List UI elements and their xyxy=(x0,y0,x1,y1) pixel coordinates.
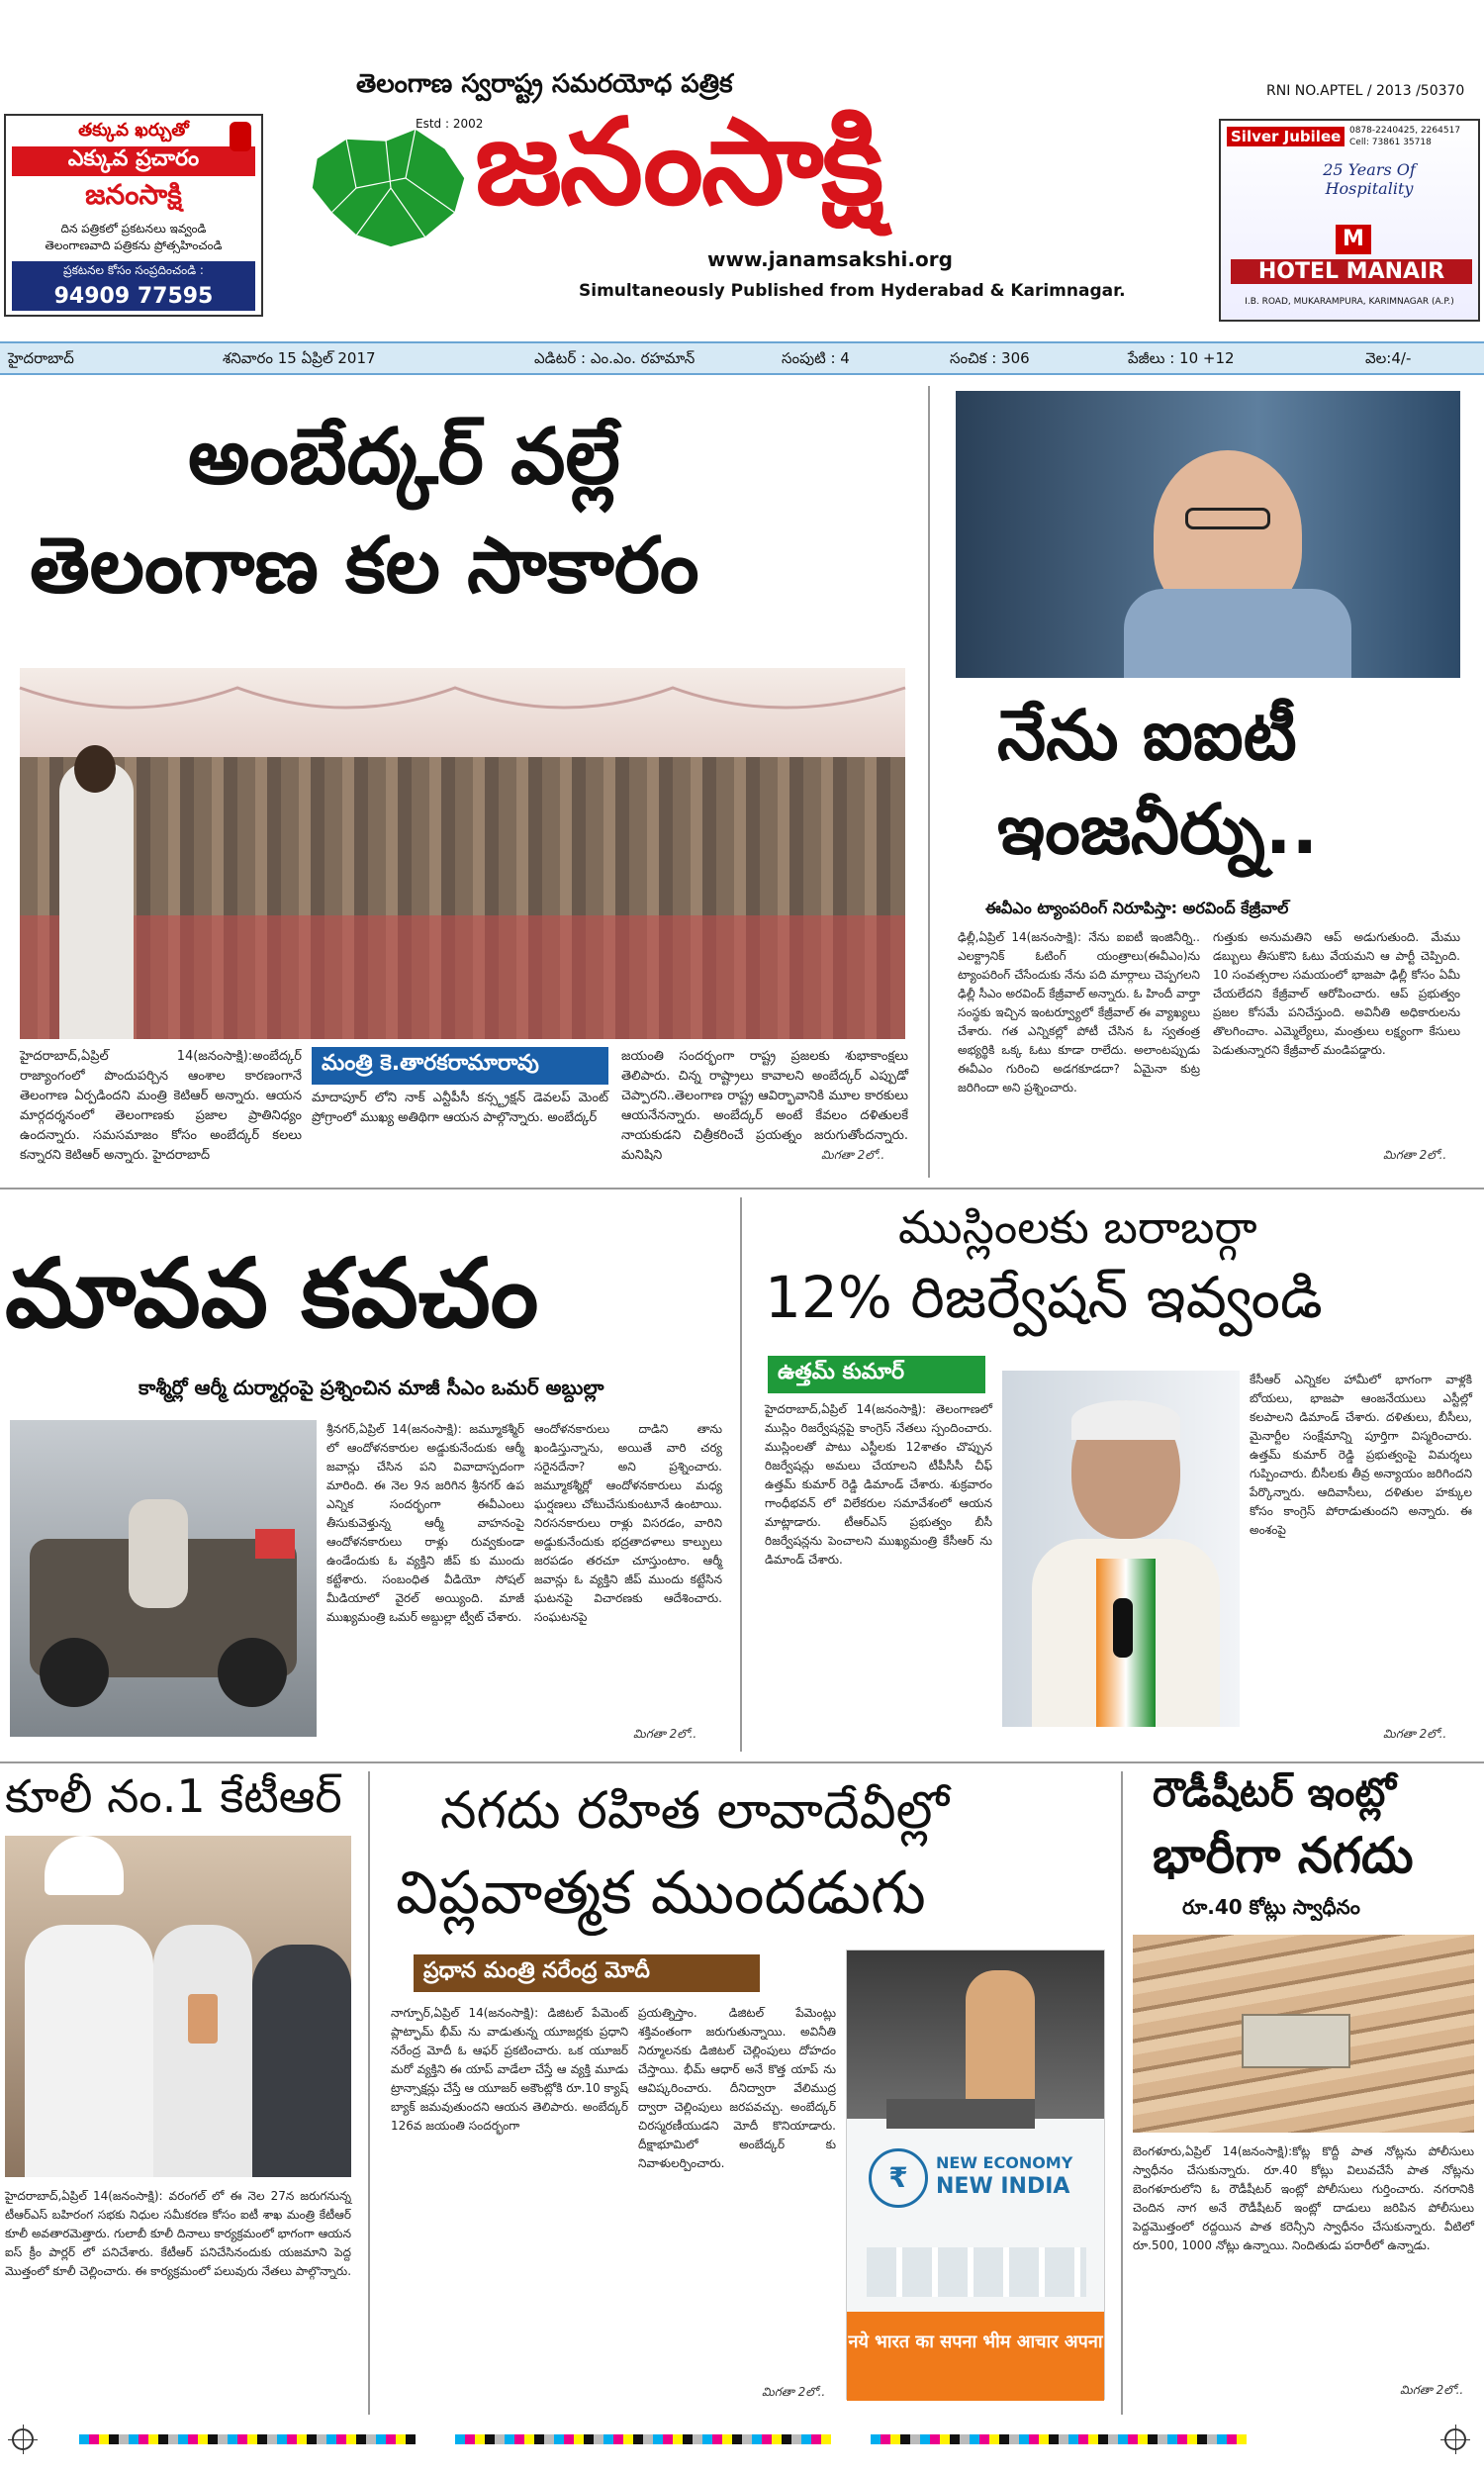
hotel-logo-icon: M xyxy=(1336,225,1371,254)
story-human-shield[interactable] xyxy=(0,1197,732,1752)
masthead-website[interactable]: www.janamsakshi.org xyxy=(707,247,953,271)
story4-headline-line2: 12% రిజర్వేషన్ ఇవ్వండి xyxy=(765,1264,1323,1331)
info-price: వెల:4/- xyxy=(1365,349,1412,367)
info-issue: సంచిక : 306 xyxy=(950,349,1030,367)
story2-headline-line1: నేను ఐఐటీ xyxy=(997,695,1297,776)
story6-col1: నాగ్పూర్,ఏప్రిల్ 14(జనంసాక్షి): డిజిటల్ పేమెంట్ ప్లాట్ఫామ్ భీమ్ ను వాడుతున్న యూజర్లకు ప్రధాని నరేంద్ర మోదీ ఓ ఆఫర్ ప్రకటించారు. ఒక యూజర్ మరో వ్యక్తిని ఈ యాప్ వాడేలా చేస్తే ఆ వ్యక్తి మూడు ట్రాన్సాక్షన్లు చేస్తే ఆ యూజర్ అకౌంట్లోకి రూ.10 క్యాష్ బ్యాక్ జమవుతుందని ఆయన తెలిపారు. అంబేద్కర్ 126వ జయంతి సందర్భంగా xyxy=(391,2006,628,2133)
right-ad-address: I.B. ROAD, MUKARAMPURA, KARIMNAGAR (A.P.) xyxy=(1245,297,1454,307)
story3-headline: మావవ కవచం xyxy=(5,1238,539,1349)
story1-headline-line1: అంబేద్కర్ వల్లే xyxy=(188,413,620,502)
left-ad-desc1: దిన పత్రికలో ప్రకటనలు ఇవ్వండి xyxy=(60,222,207,236)
info-pages: పేజీలు : 10 +12 xyxy=(1128,349,1235,367)
story6-col2: ప్రయత్నిస్తాం. డిజిటల్ పేమెంట్లు శక్తివంతంగా జరుగుతున్నాయి. అవినీతి నిర్మూలనకు డిజిటల్ చెల్లింపులు దోహదం చేస్తాయి. భీమ్ ఆధార్ అనే కొత్త యాప్ ను ఆవిష్కరించారు. దీనిద్వారా వేలిముద్ర ద్వారా చెల్లింపులు జరపవచ్చు. అంబేద్కర్ చిరస్మరణీయుడని మోదీ కొనియాడారు. దీక్షాభూమిలో అంబేద్కర్ కు నివాళులర్పించారు. xyxy=(638,2006,836,2170)
info-editor: ఎడిటర్ : ఎం.ఎం. రహమాన్ xyxy=(534,349,696,367)
story1-col3: జయంతి సందర్భంగా రాష్ట్ర ప్రజలకు శుభాకాంక్షలు తెలిపారు. చిన్న రాష్ట్రాలు కావాలని అంబేద్కర్ ఎప్పుడో చెప్పారని..తెలంగాణ రాష్ట్ర ఆవిర్భావానికి మూల కారకులు ఆయనేనన్నారు. అంబేద్కర్ అంటే కేవలం దళితులకే నాయకుడని చిత్రీకరించే ప్రయత్నం జరుగుతోందన్నారు. మనిషిని xyxy=(621,1049,908,1163)
left-ad-line1: తక్కువ ఖర్చుతో xyxy=(78,120,189,141)
telangana-map-icon xyxy=(297,119,475,257)
story1-continued[interactable]: మిగతా 2లో.. xyxy=(821,1148,885,1162)
story2-col1: ఢిల్లీ,ఏప్రిల్ 14(జనంసాక్షి): నేను ఐఐటీ ఇంజినీర్ని.. ఎలక్ట్రానిక్ ఓటింగ్ యంత్రాలు(ఈవీఎం)ను ట్యాంపరింగ్ చేసేందుకు నేను పది మార్గాలు చెప్పగలని ఢిల్లీ సీఎం అరవింద్ కేజ్రీవాల్ అన్నారు. ఓ హిందీ వార్తా సంస్థకు ఇచ్చిన ఇంటర్వ్యూలో కేజ్రీవాల్ ఈ వ్యాఖ్యలు చేశారు. గత ఎన్నికల్లో పోటీ చేసిన ఓ స్వతంత్ర అభ్యర్థికి ఒక్క ఓటు కూడా రాలేదు. అలాంటప్పుడు ఈవీఎం గురించి అడగకూడదా? ఏమైనా కుట్ర జరిగిందా అని ప్రశ్నించారు. xyxy=(958,930,1200,1094)
story6-banner-line1: NEW ECONOMY xyxy=(936,2153,1073,2172)
right-ad[interactable] xyxy=(1219,119,1480,322)
info-bar xyxy=(0,341,1484,375)
story6-photo xyxy=(846,1950,1105,2400)
story5-headline: కూలీ నం.1 కేటీఆర్ xyxy=(5,1769,342,1823)
story4-photo xyxy=(1002,1371,1240,1727)
right-ad-phones: 0878-2240425, 2264517 Cell: 73861 35718 xyxy=(1349,126,1461,147)
masthead-published: Simultaneously Published from Hyderabad & Karimnagar. xyxy=(579,281,1126,301)
story6-banner-line2: NEW INDIA xyxy=(936,2174,1070,2199)
masthead-tagline: తెలంగాణ స్వరాష్ట్ర సమరయోధ పత్రిక xyxy=(356,69,733,99)
right-ad-hotel: HOTEL MANAIR xyxy=(1231,259,1472,284)
story6-continued[interactable]: మిగతా 2లో.. xyxy=(762,2385,826,2399)
story6-headline-line1: నగదు రహిత లావాదేవీల్లో xyxy=(440,1781,950,1841)
story5-col1: హైదరాబాద్,ఏప్రిల్ 14(జనంసాక్షి): వరంగల్ లో ఈ నెల 27న జరుగనున్న టీఆర్ఎస్ బహిరంగ సభకు నిధుల సమీకరణ కోసం ఐటీ శాఖ మంత్రి కేటీఆర్ కూలీ అవతారమెత్తారు. గులాబీ కూలీ దినాలు కార్యక్రమంలో భాగంగా ఆయన ఐస్ క్రీం పార్లర్ లో పనిచేశారు. కేటీఆర్ పనిచేసినందుకు యజమాని పెద్ద మొత్తంలో కూలీ చెల్లించారు. ఈ కార్యక్రమంలో పలువురు నేతలు పాల్గొన్నారు. xyxy=(5,2189,352,2278)
story7-col1: బెంగళూరు,ఏప్రిల్ 14(జనంసాక్షి):కోట్ల కొద్దీ పాత నోట్లను పోలీసులు స్వాధీనం చేసుకున్నారు. రూ.40 కోట్లు విలువచేసే పాత నోట్లను బెంగళూరులోని ఓ రౌడీషీటర్ ఇంట్లో పోలీసులు గుర్తించారు. నగరానికి చెందిన నాగ అనే రౌడీషీటర్ ఇంట్లో దాడులు జరిపిన పోలీసులు పెద్దమొత్తంలో రద్దయిన పాత కరెన్సీని స్వాధీనం చేసుకున్నారు. వీటిలో రూ.500, 1000 నోట్లు ఉన్నాయి. నిందితుడు పరారీలో ఉన్నాడు. xyxy=(1133,2144,1474,2252)
registration-mark-icon xyxy=(1444,2428,1466,2450)
registration-mark-icon xyxy=(12,2428,34,2450)
story3-continued[interactable]: మిగతా 2లో.. xyxy=(633,1727,697,1741)
story2-col2: గుత్తుకు అనుమతిని ఆప్ అడుగుతుంది. మేము డబ్బులు తీసుకొని ఓటు వేయమని ఆ పార్టీ చెప్పింది. 10 సంవత్సరాల సమయంలో భాజపా ఢిల్లీ కోసం ఏమీ చేయలేదని కేజ్రీవాల్ ఆరోపించారు. ఆప్ ప్రభుత్వం ప్రజల కోసమే పనిచేస్తుంది. అవినీతి అధికారులను తొలగించాం. ఎమ్మెల్యేలు, మంత్రులు లక్ష్యంగా కేసులు పెడుతున్నారని కేజ్రీవాల్ మండిపడ్డారు. xyxy=(1213,930,1460,1057)
right-ad-years: 25 Years Of Hospitality xyxy=(1323,160,1416,198)
story-kejriwal[interactable] xyxy=(938,386,1480,1178)
story1-col1: హైదరాబాద్,ఏప్రిల్ 14(జనంసాక్షి):అంబేద్కర్ రాజ్యాంగంలో పొందుపర్చిన ఆంశాల కారణంగానే తెలంగాణ ఏర్పడిందని మంత్రి కెటిఆర్ అన్నారు. ఆయన మార్గదర్శనంలో తెలంగాణకు ప్రజాల ప్రాతినిధ్యం ఉందన్నారు. సమసమాజం కోసం అంబేద్కర్ కలలు కన్నారని కెటిఆర్ అన్నారు. హైదరాబాద్ xyxy=(20,1049,302,1163)
bhim-logo-icon: ₹ xyxy=(869,2148,928,2208)
story6-headline-line2: విప్లవాత్మక ముందడుగు xyxy=(396,1858,926,1928)
story-ambedkar[interactable] xyxy=(0,386,920,1178)
info-city: హైదరాబాద్ xyxy=(8,349,74,367)
story3-col2: ఆందోళనకారులు దాడిని తాను ఖండిస్తున్నాను, అయితే వారి చర్య సరైనదేనా? అని ప్రశ్నించారు. జమ్మూకశ్మీర్లో ఆందోళనకారులు మధ్య ఘర్షణలు చోటుచేసుకుంటూనే ఉంటాయి. నిరసనకారులు రాళ్లు విసరడం, వారిని అడ్డుకునేందుకు భద్రతాదళాలు కాల్పులు జరపడం తరచూ చూస్తుంటాం. ఆర్మీ జవాన్లు ఓ వ్యక్తిని జీప్ ముందు కట్టేసిన ఘటనపై విచారణకు ఆదేశించారు. సంఘటనపై xyxy=(534,1422,722,1624)
story7-continued[interactable]: మిగతా 2లో.. xyxy=(1400,2383,1464,2397)
story7-photo xyxy=(1133,1935,1474,2133)
story5-photo xyxy=(5,1836,351,2177)
story4-headline-line1: ముస్లింలకు బరాబర్గా xyxy=(898,1200,1257,1254)
story2-photo xyxy=(956,391,1460,678)
story-cashless[interactable] xyxy=(376,1771,1113,2415)
rni-number: RNI NO.APTEL / 2013 /50370 xyxy=(1266,83,1465,99)
left-ad-line2: ఎక్కువ ప్రచారం xyxy=(12,146,255,176)
story4-col2: కేసీఆర్ ఎన్నికల హామీలో భాగంగా వాళ్లకి బోయలు, భాజపా ఆంజనేయులు ఎస్టీల్లో కలపాలని డిమాండ్ చేశారు. దళితులు, బీసీలు, మైనార్టీల సంక్షేమాన్ని పూర్తిగా విస్మరించారు. ఉత్తమ్ కుమార్ రెడ్డి ప్రభుత్వంపై విమర్శలు గుప్పించారు. బీసీలకు తీవ్ర అన్యాయం జరిగిందని పేర్కొన్నారు. ఆదివాసీలు, దళితుల హక్కుల కోసం కాంగ్రెస్ పోరాడుతుందని అన్నారు. ఈ అంశంపై xyxy=(1250,1373,1472,1537)
story2-headline-line2: ఇంజనీర్ను.. xyxy=(997,789,1319,870)
masthead-estd: Estd : 2002 xyxy=(416,117,484,131)
story2-subhead: ఈవీఎం ట్యాంపరింగ్ నిరూపిస్తా: అరవింద్ కేజ్రీవాల్ xyxy=(985,899,1289,917)
story1-headline-line2: తెలంగాణ కల సాకారం xyxy=(30,522,699,611)
story3-col1: శ్రీనగర్,ఏప్రిల్ 14(జనంసాక్షి): జమ్మూకశ్మీర్ లో ఆందోళనకారుల అడ్డుకునేందుకు ఆర్మీ జవాన్లు చేసిన పని వివాదాస్పదంగా మారింది. ఈ నెల 9న జరిగిన శ్రీనగర్ ఉప ఎన్నిక సందర్భంగా ఈవీఎంలు తీసుకువెళ్తున్న ఆర్మీ వాహనంపై ఆందోళనకారులు రాళ్లు రువ్వకుండా ఉండేందుకు ఓ వ్యక్తిని జీప్ కు ముందు కట్టేశారు. సంబంధిత వీడియో సోషల్ మీడియాలో వైరల్ అయ్యింది. మాజీ ముఖ్యమంత్రి ఒమర్ అబ్దుల్లా ట్వీట్ చేశారు. xyxy=(326,1422,524,1624)
mic-icon xyxy=(230,122,251,151)
story7-headline-line1: రౌడీషీటర్ ఇంట్లో xyxy=(1153,1770,1396,1816)
story4-col1: హైదరాబాద్,ఏప్రిల్ 14(జనంసాక్షి): తెలంగాణలో ముస్లిం రిజర్వేషన్లపై కాంగ్రెస్ నేతలు స్పందించారు. ముస్లింలతో పాటు ఎస్టీలకు 12శాతం చొప్పున రిజర్వేషన్లు అమలు చేయాలని టీపీసీసీ చీఫ్ ఉత్తమ్ కుమార్ రెడ్డి డిమాండ్ చేశారు. శుక్రవారం గాంధీభవన్ లో విలేకరుల సమావేశంలో ఆయన మాట్లాడారు. టీఆర్ఎస్ ప్రభుత్వం బీసీ రిజర్వేషన్లను పెంచాలని ముఖ్యమంత్రి కేసీఆర్ ను డిమాండ్ చేశారు. xyxy=(765,1402,992,1567)
story-reservation[interactable] xyxy=(750,1197,1480,1752)
print-colour-bar xyxy=(0,2425,1484,2454)
story1-photo xyxy=(20,668,905,1039)
story7-headline-line2: భారీగా నగదు xyxy=(1153,1827,1414,1884)
story4-continued[interactable]: మిగతా 2లో.. xyxy=(1383,1727,1447,1741)
story1-tag: మంత్రి కె.తారకరామారావు xyxy=(312,1047,608,1085)
story6-banner-hindi: नये भारत का सपना भीम आचार अपना xyxy=(847,2312,1104,2401)
story6-tag: ప్రధాన మంత్రి నరేంద్ర మోదీ xyxy=(414,1954,760,1992)
masthead xyxy=(0,0,1484,336)
story7-subhead: రూ.40 కోట్లు స్వాధీనం xyxy=(1182,1895,1360,1919)
info-volume: సంపుటి : 4 xyxy=(782,349,850,367)
story2-continued[interactable]: మిగతా 2లో.. xyxy=(1383,1148,1447,1162)
right-ad-jubilee: Silver Jubilee xyxy=(1227,127,1345,146)
left-ad[interactable] xyxy=(4,114,263,317)
story3-photo xyxy=(10,1420,317,1737)
left-ad-desc2: తెలంగాణవాది పత్రికను ప్రోత్సహించండి xyxy=(45,238,223,252)
story-rowdy-cash[interactable] xyxy=(1128,1771,1480,2415)
info-date: శనివారం 15 ఏప్రిల్ 2017 xyxy=(223,349,376,367)
left-ad-brand: జనంసాక్షి xyxy=(85,178,182,211)
left-ad-contact-label: ప్రకటనల కోసం సంప్రదించండి : xyxy=(12,261,255,282)
masthead-title: జనంసాక్షి xyxy=(475,94,882,232)
story1-col2: మాదాపూర్ లోని నాక్ ఎన్టీపీసీ కన్స్ట్రక్షన్ డెవలప్ మెంట్ ప్రోగ్రాంలో ముఖ్య అతిథిగా ఆయన పాల్గొన్నారు. అంబేద్కర్ xyxy=(312,1091,608,1125)
story4-tag: ఉత్తమ్ కుమార్ xyxy=(768,1356,985,1393)
left-ad-phone: 94909 77595 xyxy=(12,282,255,311)
story3-subhead: కాశ్మీర్లో ఆర్మీ దుర్మార్గంపై ప్రశ్నించిన మాజీ సీఎం ఒమర్ అబ్దుల్లా xyxy=(139,1376,604,1399)
story-ktr-coolie[interactable] xyxy=(0,1771,361,2415)
